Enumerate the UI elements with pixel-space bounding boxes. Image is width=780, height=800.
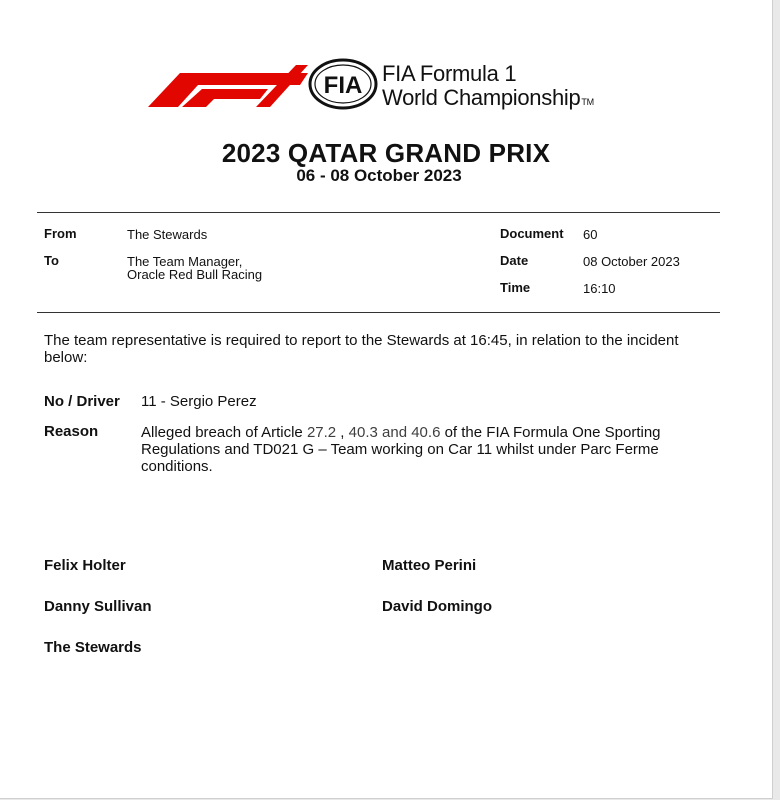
steward-signature-4: David Domingo	[382, 598, 493, 615]
reason-separator: ,	[336, 424, 349, 441]
fia-badge-text: FIA	[323, 72, 363, 99]
document-title: 2023 QATAR GRAND PRIX	[221, 138, 551, 168]
championship-line2	[382, 86, 594, 114]
driver-value: 11 - Sergio Perez	[141, 393, 257, 410]
time-label: Time	[500, 280, 531, 295]
from-value: The Stewards	[127, 227, 208, 242]
reason-prefix: Alleged breach of Article	[141, 424, 307, 441]
trademark-mark: TM	[581, 97, 594, 107]
reason-label: Reason	[44, 423, 99, 440]
stewards-footer: The Stewards	[44, 639, 142, 656]
championship-text	[382, 62, 594, 114]
driver-label: No / Driver	[44, 393, 120, 410]
event-dates: 06 - 08 October 2023	[296, 166, 462, 185]
steward-signature-2: Matteo Perini	[382, 557, 477, 574]
f1-logo-icon	[148, 63, 308, 107]
document-label: Document	[500, 226, 564, 241]
fia-badge-icon	[308, 58, 378, 110]
date-value: 08 October 2023	[583, 254, 680, 269]
steward-signature-1: Felix Holter	[44, 557, 126, 574]
header-logo	[148, 58, 628, 114]
article-link-27-2[interactable]: 27.2	[306, 424, 337, 441]
steward-signature-3: Danny Sullivan	[44, 598, 152, 615]
from-label: From	[44, 226, 77, 241]
to-value-line2: Oracle Red Bull Racing	[127, 267, 263, 282]
reason-suffix: of the FIA Formula One Sporting Regulations and TD021 G – Team working on Car 11 whilst under Parc Ferme conditions.	[141, 424, 661, 475]
time-value: 16:10	[583, 281, 616, 296]
article-link-40-3-40-6[interactable]: 40.3 and 40.6	[348, 424, 441, 441]
to-label: To	[44, 253, 59, 268]
document-value: 60	[583, 227, 598, 242]
reason-value	[141, 424, 701, 475]
date-label: Date	[500, 253, 529, 268]
championship-line1: FIA Formula 1	[382, 61, 517, 86]
summons-text: The team representative is required to report to the Stewards at 16:45, in relation to the incident below:	[44, 332, 679, 366]
to-value-line1: The Team Manager,	[127, 254, 243, 269]
header-divider-bottom	[37, 312, 720, 313]
header-divider-top	[37, 212, 720, 213]
championship-line2-text: World Championship	[382, 85, 581, 110]
